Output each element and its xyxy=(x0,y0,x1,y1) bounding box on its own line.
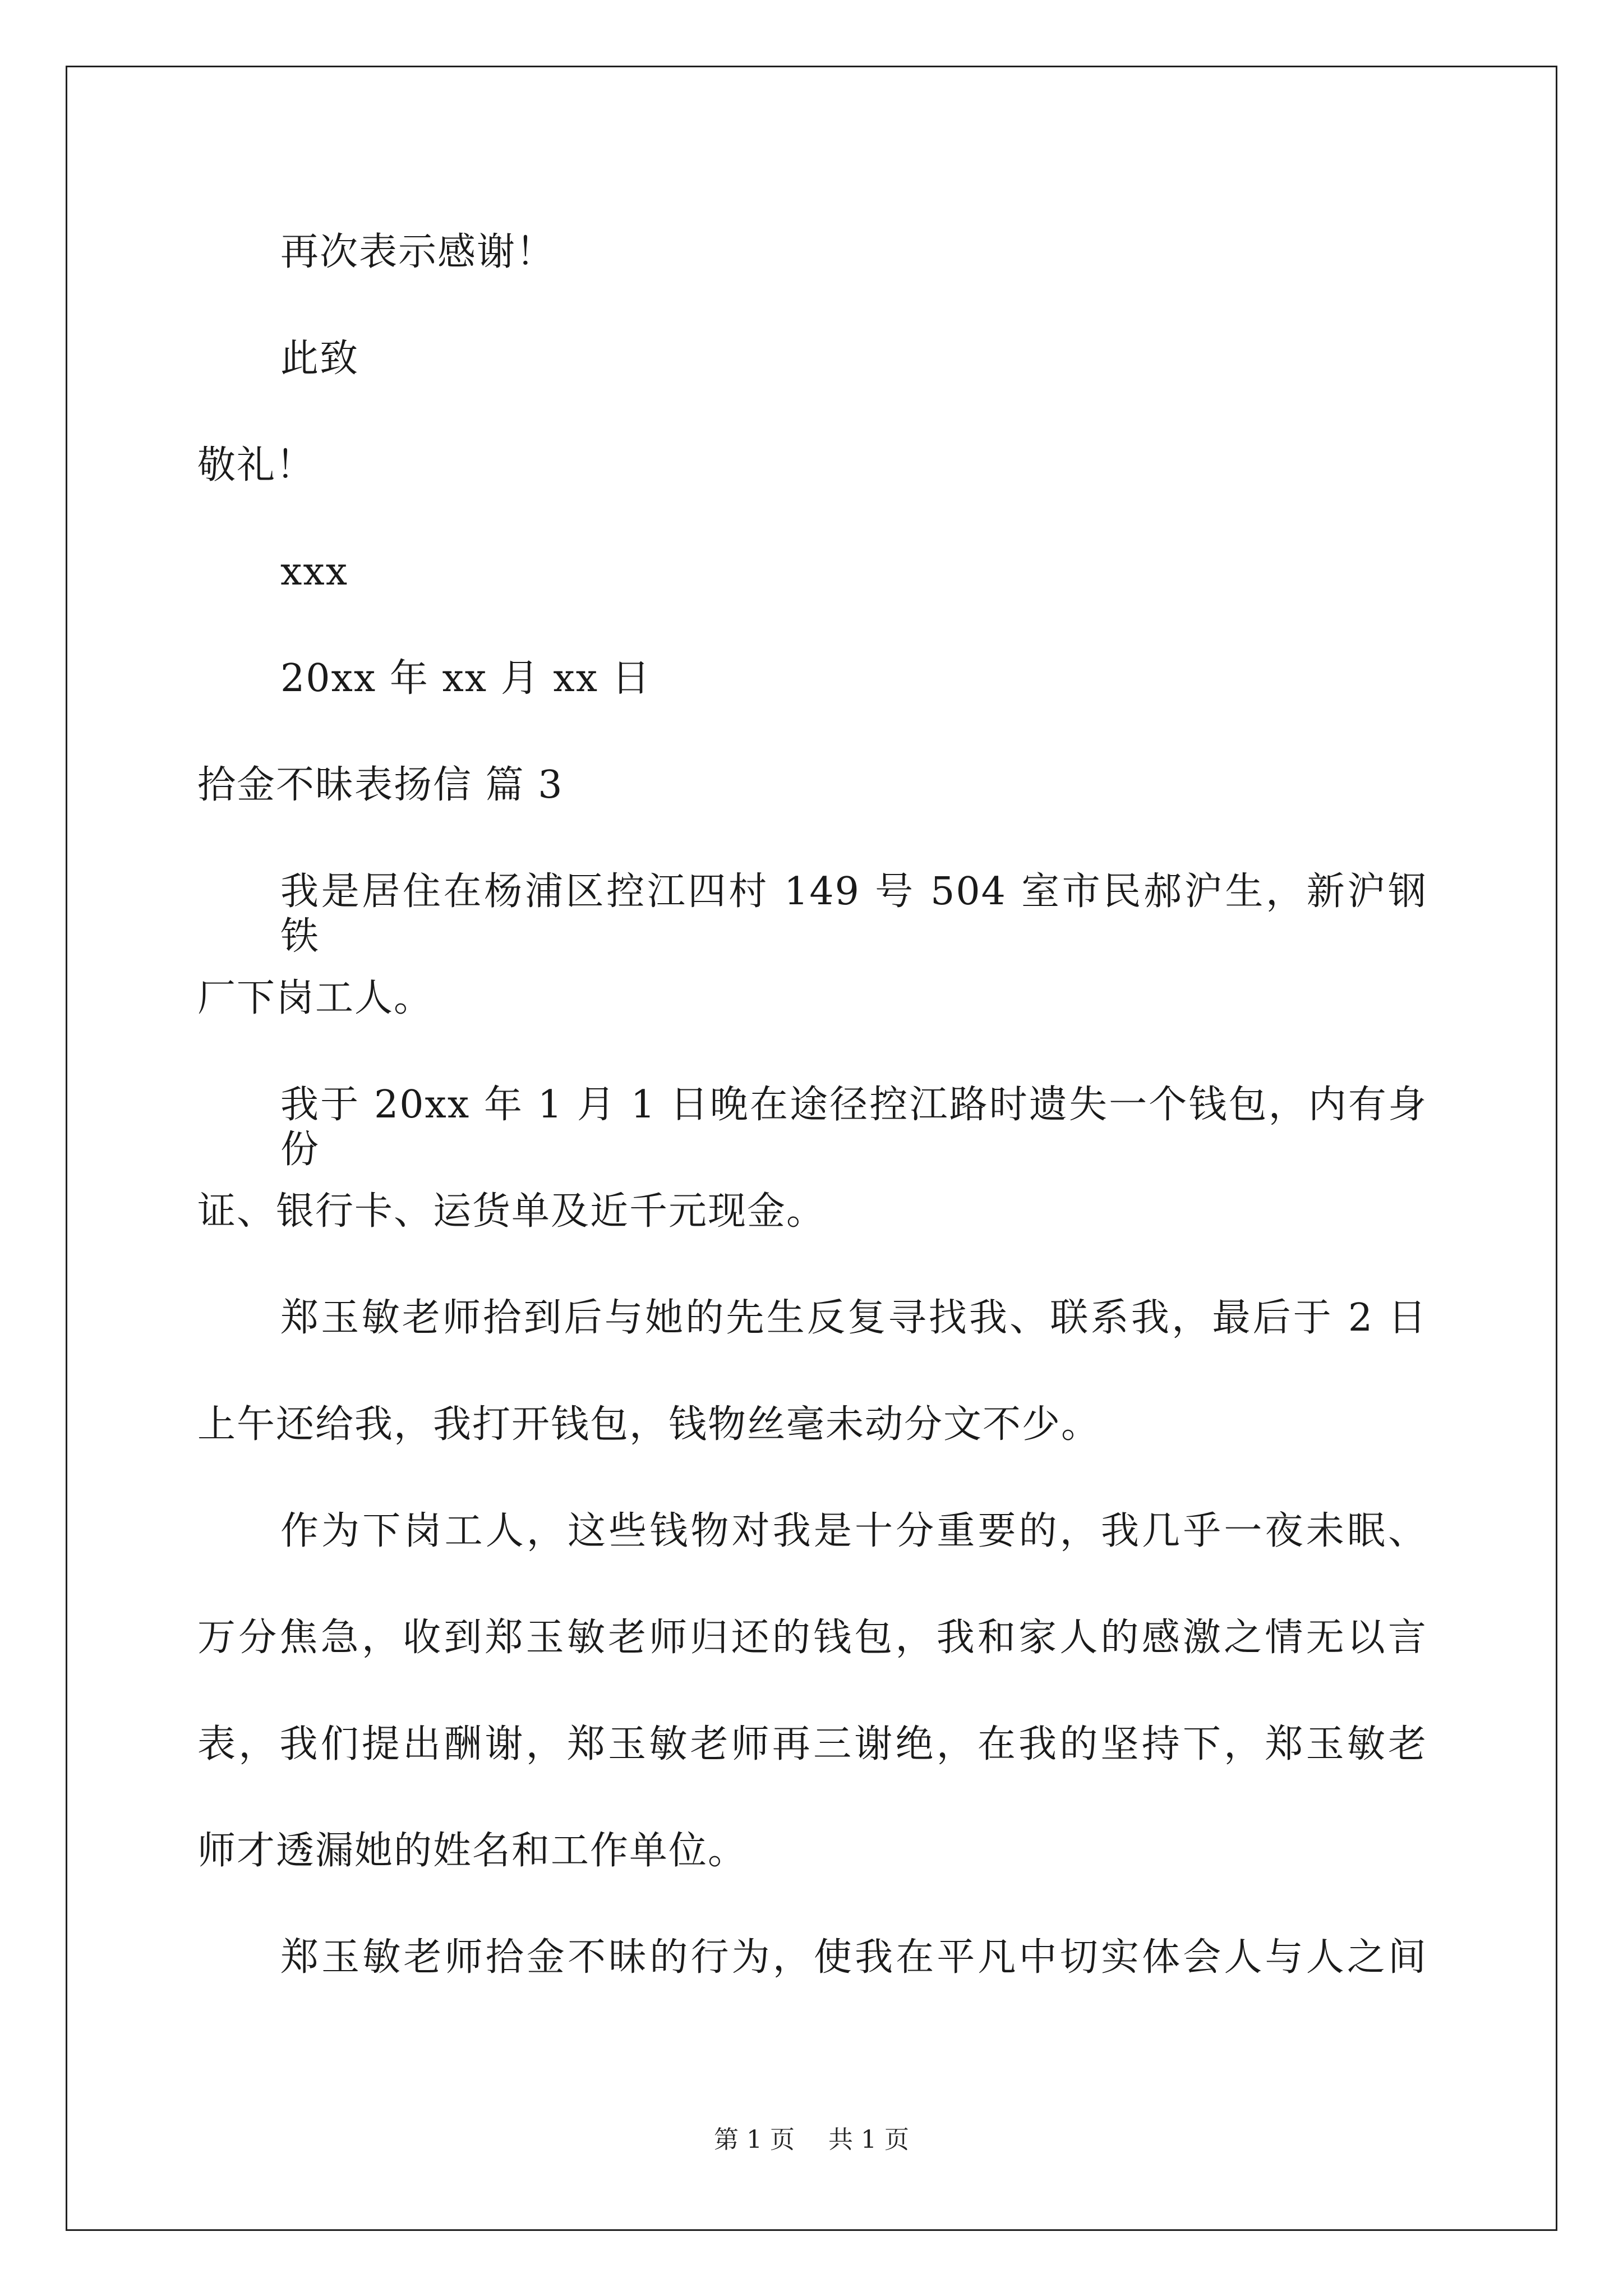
page-number-current: 第 1 页 xyxy=(714,2125,795,2154)
signature-date-line: 20xx 年 xx 月 xx 日 xyxy=(280,656,651,701)
signature-name-line: xxx xyxy=(280,550,349,594)
closing-thanks-line: 再次表示感谢！ xyxy=(280,230,556,274)
body-line: 郑玉敏老师拾金不昧的行为，使我在平凡中切实体会人与人之间 xyxy=(280,1935,1427,1980)
page-number-total: 共 1 页 xyxy=(828,2125,909,2154)
body-line: 我是居住在杨浦区控江四村 149 号 504 室市民郝沪生，新沪钢铁 xyxy=(280,869,1427,959)
salutation-cizhi-line: 此致 xyxy=(280,337,359,381)
body-line: 郑玉敏老师拾到后与她的先生反复寻找我、联系我，最后于 2 日 xyxy=(280,1296,1427,1340)
body-line: 厂下岗工人。 xyxy=(197,976,434,1020)
body-line: 证、银行卡、运货单及近千元现金。 xyxy=(197,1189,826,1234)
page-footer xyxy=(0,2125,1623,2155)
body-line: 我于 20xx 年 1 月 1 日晚在途径控江路时遗失一个钱包，内有身份 xyxy=(280,1083,1427,1172)
body-line: 表，我们提出酬谢，郑玉敏老师再三谢绝，在我的坚持下，郑玉敏老 xyxy=(197,1722,1427,1766)
body-line: 万分焦急，收到郑玉敏老师归还的钱包，我和家人的感激之情无以言 xyxy=(197,1616,1427,1660)
body-line: 师才透漏她的姓名和工作单位。 xyxy=(197,1829,748,1873)
body-line: 上午还给我，我打开钱包，钱物丝毫未动分文不少。 xyxy=(197,1402,1101,1447)
body-line: 作为下岗工人，这些钱物对我是十分重要的，我几乎一夜未眠、 xyxy=(280,1509,1427,1553)
salutation-jingli-line: 敬礼！ xyxy=(197,443,316,487)
section-heading: 拾金不昧表扬信 篇 3 xyxy=(197,763,564,807)
